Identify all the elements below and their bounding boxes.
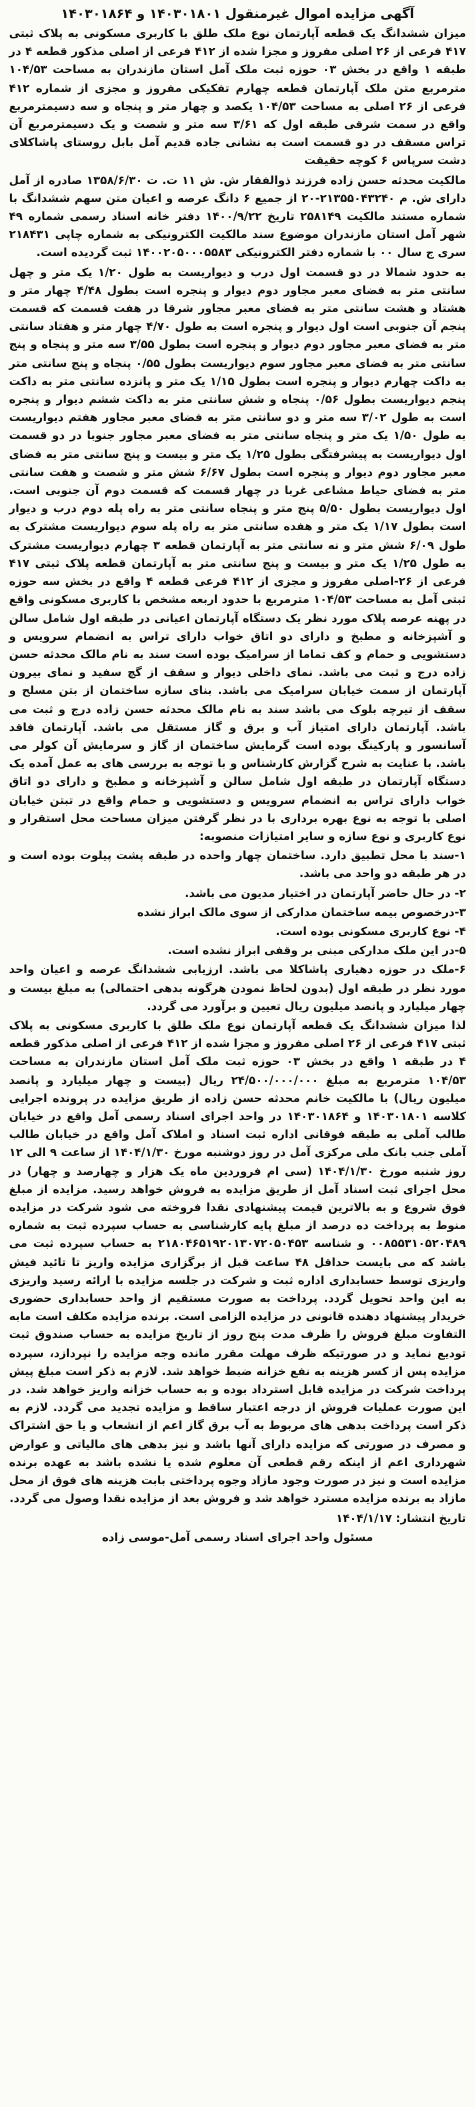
publication-date: تاریخ انتشار: ۱۴۰۴/۱/۱۷: [336, 1512, 466, 1526]
notice-item: ۵-در این ملک مدارکی مبنی بر وقفی ابراز نشده است.: [167, 944, 466, 958]
signature-line: مسئول واحد اجرای اسناد رسمی آمل-موسی زاده: [101, 1531, 374, 1545]
auction-terms-paragraph: لذا میزان ششدانگ یک قطعه آپارتمان نوع ملک طلق با کاربری مسکونی به پلاک ثبتی ۴۱۷ فرعی از ۲۶ اصلی مفروز و مجزا شده از ۴۱۲ فرعی از اصلی مذکور قطعه ۴ در طبقه ۱ واقع در بخش ۰۳ حوزه ثبت ملک آمل استان مازندران به مساحت ۱۰۴/۵۳ مترمربع به مبلغ ۲۴/۵۰۰/۰۰۰/۰۰۰ ریال (بیست و چهار میلیارد و پانصد میلیون ریال) با مالکیت خانم محدثه حسن زاده از طریق مزایده در پرونده اجرایی کلاسه ۱۴۰۳۰۱۸۰۱ و ۱۴۰۳۰۱۸۶۴ در واحد اجرای اسناد رسمی آمل واقع در خیابان طالب آملی به طبقه فوقانی اداره ثبت اسناد و املاک آمل واقع در خیابان طالب آملی جنب بانک ملی مرکزی آمل در روز دوشنبه مورخ ۱۴۰۴/۱/۳۰ از ساعت ۹ الی ۱۲ روز شنبه مورخ ۱۴۰۴/۱/۳۰ (سی ام فروردین ماه یک هزار و چهارصد و چهار) در محل اجرای ثبت اسناد آمل از طریق مزایده به فروش خواهد رسید. مزایده از مبلغ فوق شروع و به بالاترین قیمت پیشنهادی نقدا فروخته می شود شرکت در مزایده منوط به پرداخت ده درصد از مبلغ پایه کارشناسی به حساب سپرده ثبت به شماره ۰۰۸۵۵۳۱۰۵۲۰۴۸۹ و شناسه ۲۱۸۰۴۶۵۱۹۲۰۱۳۰۷۲۰۵۰۴۵۳ به حساب سپرده ثبت می باشد که می بایست حداقل ۴۸ ساعت قبل از برگزاری مزایده واریز تا تائید فیش واریزی توسط حسابداری اداره ثبت و شرکت در جلسه مزایده با ارائه رسید واریزی به این واحد تحویل گردد. پرداخت به صورت مستقیم از واحد حسابداری حضوری خریدار پیشنهاد دهنده قانونی در مزایده الزامی است. برنده مزایده مکلف است مابه التفاوت مبلغ فروش را ظرف مدت پنج روز از تاریخ مزایده به حساب صندوق ثبت تودیع نماید و در صورتیکه ظرف مهلت مقرر مانده وجه مزایده را نپردازد، سپرده مزایده پس از کسر هزینه به نفع خزانه ضبط خواهد شد. لازم به ذکر است مبلغ پیش پرداخت شرکت در مزایده قابل استرداد بوده و به حساب خزانه واریز خواهد شد. در این صورت عملیات فروش از درجه اعتبار ساقط و مزایده تجدید می گردد. لازم به ذکر است پرداخت بدهی های مربوط به آب برق گاز اعم از انشعاب و یا حق اشتراک و مصرف در صورتی که مزایده دارای آنها باشد و نیز بدهی های مالیاتی و عوارض شهرداری اعم از اینکه رقم قطعی آن معلوم شده یا نشده باشد به عهده برنده مزایده است و نیز در صورت وجود مازاد وجوه پرداختی بابت هزینه های فوق از محل مازاد به برنده مزایده مسترد خواهد شد و فروش بعد از مزایده نقدا وصول می گردد.: [9, 1018, 466, 1506]
boundaries-paragraph: به حدود شمالا در دو قسمت اول درب و دیواریست به طول ۱/۲۰ یک متر و چهل سانتی متر به فضای معبر مجاور دوم دیوار و پنجره است بطول ۴/۴۸ چهار متر و هشتاد و هشت سانتی متر به فضای معبر مجاور شرقا در هفت قسمت که قسمت پنجم آن جنوبی است اول دیوار و پنجره است به طول ۴/۷۰ چهار متر و هفتاد سانتی متر به فضای معبر مجاور دوم دیوار و پنجره است بطول ۳/۵۵ سه متر و پنجاه و پنج سانتی متر به فضای معبر مجاور سوم دیواریست بطول ۰/۵۵ پنجاه و پنج سانتی متر به داکت چهارم دیوار و پنجره است بطول ۱/۱۵ یک متر و پانزده سانتی متر به داکت پنجم دیواریست بطول ۰/۵۶ پنجاه و شش سانتی متر به داکت ششم دیوار و پنجره است به طول ۳/۰۲ سه متر و دو سانتی متر به فضای معبر مجاور هفتم دیواریست به طول ۱/۵۰ یک متر و پنجاه سانتی متر به فضای معبر مجاور جنوبا در دو قسمت اول دیواریست به پیشرفتگی بطول ۱/۲۵ یک متر و بیست و پنج سانتی متر به فضای معبر مجاور دوم دیوار و پنجره است بطول ۶/۶۷ شش متر و شصت و هفت سانتی متر به فضای حیاط مشاعی غربا در چهار قسمت که قسمت دوم آن جنوبی است. اول دیواریست بطول ۵/۵۰ پنج متر و پنجاه سانتی متر به راه پله دوم درب و دیوار است بطول ۱/۱۷ یک متر و هفده سانتی متر به راه پله سوم دیواریست مشترک به طول ۶/۰۹ شش متر و نه سانتی متر به آپارتمان قطعه ۳ چهارم دیواریست مشترک به طول ۱/۲۵ یک متر و بیست و پنج سانتی متر به آپارتمان قطعه پلاک ثبتی ۴۱۷ فرعی از ۲۶-اصلی مفروز و مجزی از ۴۱۲ فرعی قطعه ۴ واقع در بخش سه حوزه ثبتی آمل به مساحت ۱۰۴/۵۳ مترمربع با حدود اربعه مشخص با کاربری مسکونی واقع در پهنه عرصه پلاک مورد نظر یک دستگاه آپارتمان اعیانی در طبقه اول شامل سالن و آشپزخانه و مطبخ و دارای دو اتاق خواب دارای تراس به انضمام سرویس و دستشویی و حمام و کف تماما از سرامیک بوده است سند به نام مالک محدثه حسن زاده درج و ثبت می باشد. نمای داخلی دیوار و سقف از گچ سفید و نمای بیرون آپارتمان از سمت خیابان سرامیک می باشد. بنای سازه ساختمان از بتن مسلح و سقف از تیرچه بلوک می باشد سند به نام مالک محدثه حسن زاده درج و ثبت می باشد. آپارتمان دارای امتیاز آب و برق و گاز مستقل می باشد. آپارتمان فاقد آسانسور و پارکینگ بوده است گرمایش ساختمان از گاز و سرمایش آن کولر می باشد. با عنایت به شرح گزارش کارشناس و با توجه به بررسی های به عمل آمده یک دستگاه آپارتمان در طبقه اول شامل سالن و آشپزخانه و مطبخ و دارای دو اتاق خواب دارای تراس به انضمام سرویس و دستشویی و حمام واقع در تبتن خیابان اصلی با توجه به نوع بهره برداری با در نظر گرفتن میزان مساحت محل استقرار و نوع کاربری و نوع سازه و سایر امتیازات منصوبه:: [9, 265, 467, 843]
property-description-paragraph: میزان ششدانگ یک قطعه آپارتمان نوع ملک طلق با کاربری مسکونی به پلاک ثبتی ۴۱۷ فرعی از ۲۶ اصلی مفروز و مجزا شده از ۴۱۲ فرعی از اصلی مذکور قطعه ۴ در طبقه ۱ واقع در بخش ۰۳ حوزه ثبت ملک آمل استان مازندران به مساحت ۱۰۴/۵۳ مترمربع متن ملک آپارتمان قطعه چهارم تفکیکی مفروز و مجزی از شماره ۴۱۲ فرعی از ۲۶ اصلی به مساحت ۱۰۴/۵۳ یکصد و چهار متر و پنجاه و سه دسیمترمربع واقع در سمت شرقی طبقه اول که ۳/۶۱ سه متر و شصت و یک دسیمترمربع آن تراس مسقف در دو قسمت است به نشانی جاده قدیم آمل بابل روستای پاشاکلای دشت سرپاس ۶ کوچه حقیقت: [9, 27, 467, 168]
ownership-paragraph: مالکیت محدثه حسن زاده فرزند ذوالفقار ش. ش ۱۱ ت. ت ۱۳۵۸/۶/۳۰ صادره از آمل دارای ش. م ۲۱۳۵۵۰۴۳۲۴۰-۲۰ از جمیع ۶ دانگ عرصه و اعیان متن سهم ششدانگ با شماره مستند مالکیت ۲۵۸۱۴۹ تاریخ ۱۴۰۰/۹/۲۲ دفتر خانه اسناد رسمی شماره ۴۹ شهر آمل استان مازندران موضوع سند مالکیت الکترونیکی به شماره چاپی ۲۱۸۴۳۱ سری ج سال ۰۰ با شماره دفتر الکترونیکی ۱۴۰۰۲۰۵۰۰۰۵۵۸۳ ثبت گردیده است.: [9, 173, 467, 260]
notice-item: ۱-سند با محل تطبیق دارد. ساختمان چهار واحده در طبقه پشت پیلوت بوده است و در هر طبقه دو واحد می باشد.: [9, 849, 466, 881]
notice-title: آگهی مزایده اموال غیرمنقول ۱۴۰۳۰۱۸۰۱ و ۱۴۰۳۰۱۸۶۴: [60, 7, 415, 22]
notice-item: ۲- در حال حاضر آپارتمان در اختیار مدیون می باشد.: [184, 886, 466, 900]
notice-item: ۶-ملک در حوزه دهیاری پاشاکلا می باشد. ارزیابی ششدانگ عرصه و اعیان واحد مورد نظر در طبقه اول (بدون لحاظ نمودن هرگونه بدهی احتمالی) به مبلغ بیست و چهار میلیارد و پانصد میلیون ریال تعیین و برآورد می گردد.: [9, 963, 466, 1013]
notice-item: ۳-درخصوص بیمه ساختمان مدارکی از سوی مالک ابراز نشده: [137, 905, 466, 919]
notice-item: ۴- نوع کاربری مسکونی بوده است.: [275, 924, 466, 938]
